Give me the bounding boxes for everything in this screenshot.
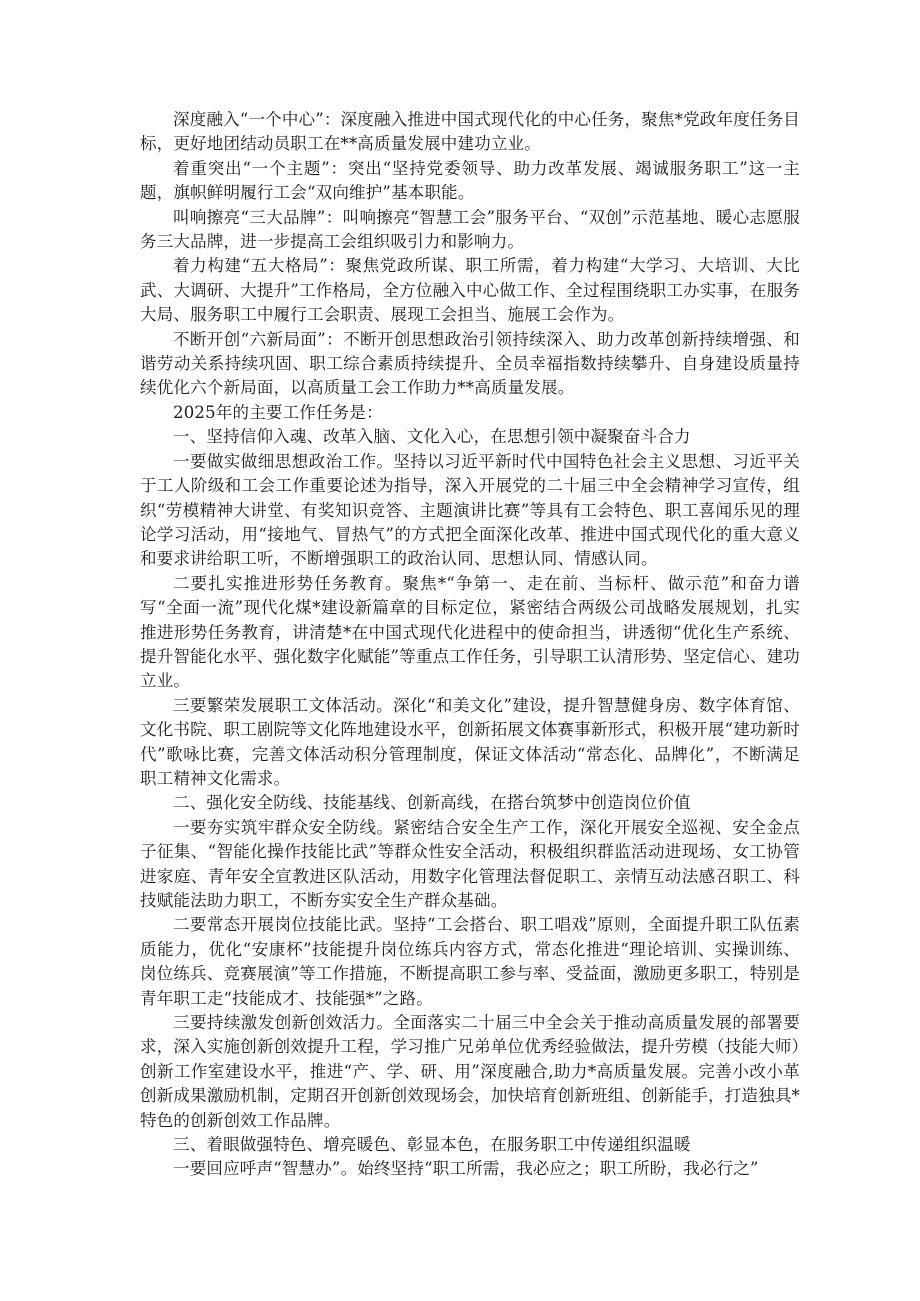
paragraph-2-2: 二要常态开展岗位技能比武。坚持“工会搭台、职工唱戏”原则，全面提升职工队伍素质能力，优化“安康杯”技能提升岗位练兵内容方式，常态化推进“理论培训、实操训练、岗位练兵、竞赛展演”等工作措施，不断提高职工参与率、受益面，激励更多职工，特别是青年职工走“技能成才、技能强*”之路。 xyxy=(140,915,800,1008)
paragraph-2-1: 一要夯实筑牢群众安全防线。紧密结合安全生产工作，深化开展安全巡视、安全金点子征集、“智能化操作技能比武”等群众性安全活动，积极组织群监活动进现场、女工协管进家庭、青年安全宣教进区队活动，用数字化管理法督促职工、亲情互动法感召职工、科技赋能法助力职工，不断夯实安全生产群众基础。 xyxy=(140,817,800,910)
paragraph-1-1: 一要做实做细思想政治工作。坚持以习近平新时代中国特色社会主义思想、习近平关于工人阶级和工会工作重要论述为指导，深入开展党的二十届三中全会精神学习宣传，组织“劳模精神大讲堂、有奖知识竞答、主题演讲比赛”等具有工会特色、职工喜闻乐见的理论学习活动，用“接地气、冒热气”的方式把全面深化改革、推进中国式现代化的重大意义和要求讲给职工听，不断增强职工的政治认同、思想认同、情感认同。 xyxy=(140,451,800,569)
document-body xyxy=(140,108,800,1182)
section-heading-3: 三、着眼做强特色、增亮暖色、彰显本色，在服务职工中传递组织温暖 xyxy=(173,1135,691,1155)
section-heading-1: 一、坚持信仰入魂、改革入脑、文化入心，在思想引领中凝聚奋斗合力 xyxy=(173,427,691,447)
paragraph-1-2: 二要扎实推进形势任务教育。聚焦*“争第一、走在前、当标杆、做示范”和奋力谱写“全面一流”现代化煤*建设新篇章的目标定位，紧密结合两级公司战略发展规划，扎实推进形势任务教育，讲清楚*在中国式现代化进程中的使命担当，讲透彻“优化生产系统、提升智能化水平、强化数字化赋能”等重点工作任务，引导职工认清形势、坚定信心、建功立业。 xyxy=(140,573,800,691)
paragraph-one-theme: 着重突出“一个主题”：突出“坚持党委领导、助力改革发展、竭诚服务职工”这一主题，旗帜鲜明履行工会“双向维护”基本职能。 xyxy=(140,158,800,203)
paragraph-main-tasks-intro: 2025年的主要工作任务是： xyxy=(173,402,383,422)
paragraph-2-3: 三要持续激发创新创效活力。全面落实二十届三中全会关于推动高质量发展的部署要求，深入实施创新创效提升工程，学习推广兄弟单位优秀经验做法，提升劳模（技能大师）创新工作室建设水平，推进“产、学、研、用”深度融合,助力*高质量发展。完善小改小革创新成果激励机制，定期召开创新创效现场会，加快培育创新班组、创新能手，打造独具*特色的创新创效工作品牌。 xyxy=(140,1013,800,1130)
paragraph-1-3: 三要繁荣发展职工文体活动。深化“和美文化”建设，提升智慧健身房、数字体育馆、文化书院、职工剧院等文化阵地建设水平，创新拓展文体赛事新形式，积极开展“建功新时代”歌咏比赛，完善文体活动积分管理制度，保证文体活动“常态化、品牌化”，不断满足职工精神文化需求。 xyxy=(140,695,800,788)
paragraph-one-center: 深度融入“一个中心”：深度融入推进中国式现代化的中心任务，聚焦*党政年度任务目标，更好地团结动员职工在**高质量发展中建功立业。 xyxy=(140,110,800,154)
paragraph-3-1: 一要回应呼声“智慧办”。始终坚持“职工所需，我必应之；职工所盼，我必行之” xyxy=(173,1159,759,1179)
paragraph-three-brands: 叫响擦亮“三大品牌”：叫响擦亮“智慧工会”服务平台、“双创”示范基地、暖心志愿服务三大品牌，进一步提高工会组织吸引力和影响力。 xyxy=(140,207,800,252)
paragraph-five-patterns: 着力构建“五大格局”：聚焦党政所谋、职工所需，着力构建“大学习、大培训、大比武、大调研、大提升”工作格局，全方位融入中心做工作、全过程围绕职工办实事，在服务大局、服务职工中履行工会职责、展现工会担当、施展工会作为。 xyxy=(140,256,800,325)
section-heading-2: 二、强化安全防线、技能基线、创新高线，在搭台筑梦中创造岗位价值 xyxy=(173,793,691,813)
paragraph-six-new-situations: 不断开创“六新局面”：不断开创思想政治引领持续深入、助力改革创新持续增强、和谐劳动关系持续巩固、职工综合素质持续提升、全员幸福指数持续攀升、自身建设质量持续优化六个新局面，以高质量工会工作助力**高质量发展。 xyxy=(140,329,800,398)
